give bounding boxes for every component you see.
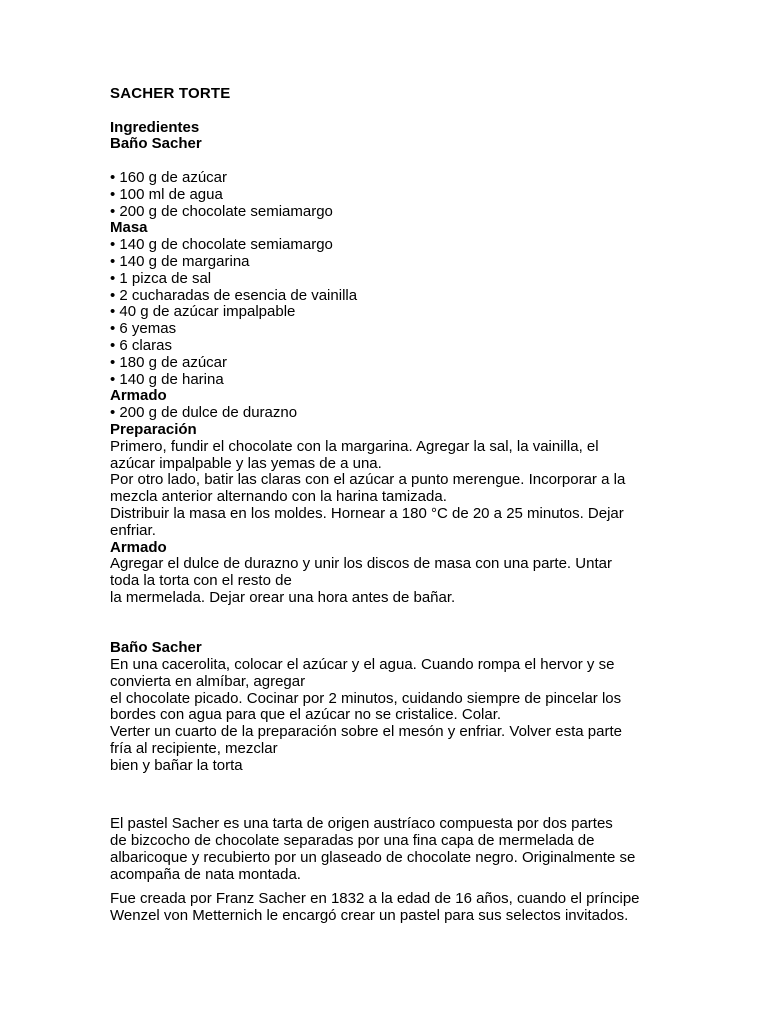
list-item: • 2 cucharadas de esencia de vainilla bbox=[110, 286, 358, 304]
list-item: • 200 g de chocolate semiamargo bbox=[110, 202, 333, 220]
text-line: Fue creada por Franz Sacher en 1832 a la edad de 16 años, cuando el príncipe bbox=[110, 890, 640, 908]
list-item: • 1 pizca de sal bbox=[110, 269, 212, 287]
text-line: Por otro lado, batir las claras con el azúcar a punto merengue. Incorporar a la bbox=[110, 471, 626, 489]
text-line: Primero, fundir el chocolate con la margarina. Agregar la sal, la vainilla, el bbox=[110, 437, 599, 455]
list-item: • 6 claras bbox=[110, 336, 172, 354]
text-line: albaricoque y recubierto por un glaseado de chocolate negro. Originalmente se bbox=[110, 848, 636, 866]
spacer bbox=[110, 775, 655, 809]
spacer bbox=[110, 103, 655, 120]
list-item: • 200 g de dulce de durazno bbox=[110, 404, 298, 422]
armado-text bbox=[110, 556, 655, 606]
text-line: azúcar impalpable y las yemas de a una. bbox=[110, 454, 382, 472]
spacer bbox=[110, 153, 655, 170]
armado-steps-heading: Armado bbox=[110, 538, 167, 556]
bano-steps-heading: Baño Sacher bbox=[110, 639, 202, 657]
text-line: toda la torta con el resto de bbox=[110, 572, 292, 590]
bano-sacher-heading: Baño Sacher bbox=[110, 135, 202, 153]
list-item: • 180 g de azúcar bbox=[110, 353, 227, 371]
text-line: fría al recipiente, mezclar bbox=[110, 740, 278, 758]
recipe-document bbox=[110, 86, 655, 925]
history-paragraph bbox=[110, 891, 655, 925]
text-line: Agregar el dulce de durazno y unir los discos de masa con una parte. Untar bbox=[110, 555, 612, 573]
intro-paragraph bbox=[110, 816, 655, 883]
text-line: El pastel Sacher es una tarta de origen austríaco compuesta por dos partes bbox=[110, 815, 613, 833]
preparacion-text bbox=[110, 439, 655, 540]
armado-ingredient-list bbox=[110, 405, 655, 422]
text-line: Verter un cuarto de la preparación sobre el mesón y enfriar. Volver esta parte bbox=[110, 723, 622, 741]
text-line: Distribuir la masa en los moldes. Hornear a 180 °C de 20 a 25 minutos. Dejar bbox=[110, 504, 624, 522]
list-item: • 6 yemas bbox=[110, 320, 177, 338]
text-line: convierta en almíbar, agregar bbox=[110, 672, 306, 690]
list-item: • 140 g de harina bbox=[110, 370, 224, 388]
armado-heading: Armado bbox=[110, 387, 167, 405]
recipe-title: SACHER TORTE bbox=[110, 85, 231, 102]
spacer bbox=[110, 607, 655, 641]
text-line: de bizcocho de chocolate separadas por una fina capa de mermelada de bbox=[110, 832, 595, 850]
list-item: • 100 ml de agua bbox=[110, 185, 223, 203]
ingredients-heading: Ingredientes bbox=[110, 118, 200, 136]
text-line: acompaña de nata montada. bbox=[110, 865, 301, 883]
list-item: • 160 g de azúcar bbox=[110, 168, 227, 186]
masa-ingredient-list bbox=[110, 237, 655, 388]
text-line: mezcla anterior alternando con la harina tamizada. bbox=[110, 488, 447, 506]
text-line: enfriar. bbox=[110, 521, 156, 539]
list-item: • 140 g de chocolate semiamargo bbox=[110, 236, 333, 254]
bano-text bbox=[110, 657, 655, 775]
text-line: la mermelada. Dejar orear una hora antes de bañar. bbox=[110, 588, 456, 606]
bano-ingredient-list bbox=[110, 170, 655, 220]
text-line: bordes con agua para que el azúcar no se cristalice. Colar. bbox=[110, 706, 502, 724]
preparacion-heading: Preparación bbox=[110, 420, 197, 438]
list-item: • 40 g de azúcar impalpable bbox=[110, 303, 296, 321]
text-line: el chocolate picado. Cocinar por 2 minutos, cuidando siempre de pincelar los bbox=[110, 689, 622, 707]
list-item: • 140 g de margarina bbox=[110, 252, 250, 270]
text-line: bien y bañar la torta bbox=[110, 756, 243, 774]
text-line: Wenzel von Metternich le encargó crear un pastel para sus selectos invitados. bbox=[110, 907, 629, 925]
text-line: En una cacerolita, colocar el azúcar y el agua. Cuando rompa el hervor y se bbox=[110, 656, 615, 674]
masa-heading: Masa bbox=[110, 219, 148, 237]
